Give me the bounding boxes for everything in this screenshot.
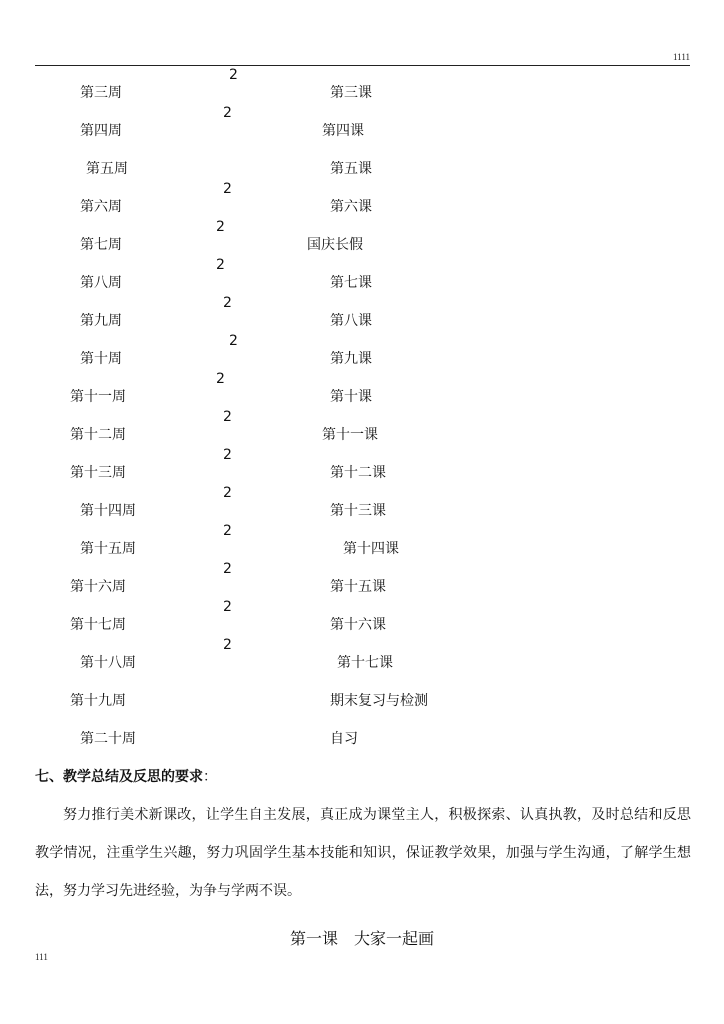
schedule-row: [0, 181, 724, 221]
lesson-label: 第十一课: [322, 427, 378, 443]
schedule-row: [0, 159, 724, 183]
section-heading-text: 七、教学总结及反思的要求: [35, 769, 203, 785]
class-hours: 2: [216, 371, 225, 387]
class-hours: 2: [216, 257, 225, 273]
week-label: 第十三周: [70, 465, 126, 481]
lesson-label: 国庆长假: [307, 237, 363, 253]
class-hours: 2: [223, 409, 232, 425]
class-hours: 2: [223, 561, 232, 577]
week-label: 第四周: [80, 123, 122, 139]
week-label: 第九周: [80, 313, 122, 329]
lesson-label: 第十三课: [330, 503, 386, 519]
week-label: 第二十周: [80, 731, 136, 747]
schedule-row: [0, 523, 724, 563]
lesson-label: 第五课: [330, 161, 372, 177]
page-number-bottom: 111: [35, 952, 48, 962]
lesson-label: 第三课: [330, 85, 372, 101]
lesson-label: 第八课: [330, 313, 372, 329]
schedule-row: [0, 257, 724, 297]
schedule-row: [0, 599, 724, 639]
week-label: 第十四周: [80, 503, 136, 519]
class-hours: 2: [216, 219, 225, 235]
section-paragraph: 努力推行美术新课改，让学生自主发展，真正成为课堂主人，积极探索、认真执教，及时总结和反思教学情况，注重学生兴趣，努力巩固学生基本技能和知识，保证教学效果，加强与学生沟通，了解学生想法，努力学习先进经验，为争与学两不误。: [35, 807, 691, 899]
schedule-row: [0, 561, 724, 601]
class-hours: 2: [223, 599, 232, 615]
week-label: 第五周: [86, 161, 128, 177]
lesson-label: 期末复习与检测: [330, 693, 428, 709]
header-rule: [35, 65, 690, 66]
schedule-row: [0, 219, 724, 259]
class-hours: 2: [223, 447, 232, 463]
lesson-title-name: 大家一起画: [354, 929, 435, 948]
lesson-label: 第四课: [322, 123, 364, 139]
schedule-row: [0, 447, 724, 487]
class-hours: 2: [223, 523, 232, 539]
lesson-label: 第六课: [330, 199, 372, 215]
schedule-row: [0, 105, 724, 145]
week-label: 第十六周: [70, 579, 126, 595]
lesson-label: 第七课: [330, 275, 372, 291]
schedule-row: [0, 729, 724, 753]
schedule-row: [0, 691, 724, 715]
week-label: 第十二周: [70, 427, 126, 443]
lesson-title: [0, 926, 724, 949]
week-label: 第十八周: [80, 655, 136, 671]
week-label: 第三周: [80, 85, 122, 101]
schedule-row: [0, 637, 724, 677]
lesson-label: 第十五课: [330, 579, 386, 595]
schedule-row: [0, 333, 724, 373]
lesson-label: 第十七课: [337, 655, 393, 671]
week-label: 第八周: [80, 275, 122, 291]
week-label: 第十五周: [80, 541, 136, 557]
week-label: 第十九周: [70, 693, 126, 709]
week-label: 第七周: [80, 237, 122, 253]
lesson-title-number: 第一课: [289, 929, 338, 948]
class-hours: 2: [223, 181, 232, 197]
lesson-label: 第九课: [330, 351, 372, 367]
week-label: 第十周: [80, 351, 122, 367]
schedule-row: [0, 371, 724, 411]
lesson-label: 第十四课: [343, 541, 399, 557]
lesson-label: 自习: [330, 731, 358, 747]
lesson-label: 第十二课: [330, 465, 386, 481]
class-hours: 2: [223, 485, 232, 501]
class-hours: 2: [229, 333, 238, 349]
page-number-top: 1111: [673, 52, 690, 62]
week-label: 第六周: [80, 199, 122, 215]
class-hours: 2: [223, 105, 232, 121]
schedule-row: [0, 295, 724, 335]
schedule-row: [0, 485, 724, 525]
week-label: 第十七周: [70, 617, 126, 633]
lesson-label: 第十六课: [330, 617, 386, 633]
schedule-row: [0, 67, 724, 107]
class-hours: 2: [229, 67, 238, 83]
section-heading-colon: ：: [203, 769, 217, 785]
lesson-label: 第十课: [330, 389, 372, 405]
class-hours: 2: [223, 295, 232, 311]
week-label: 第十一周: [70, 389, 126, 405]
section-heading: [35, 766, 217, 786]
schedule-row: [0, 409, 724, 449]
class-hours: 2: [223, 637, 232, 653]
